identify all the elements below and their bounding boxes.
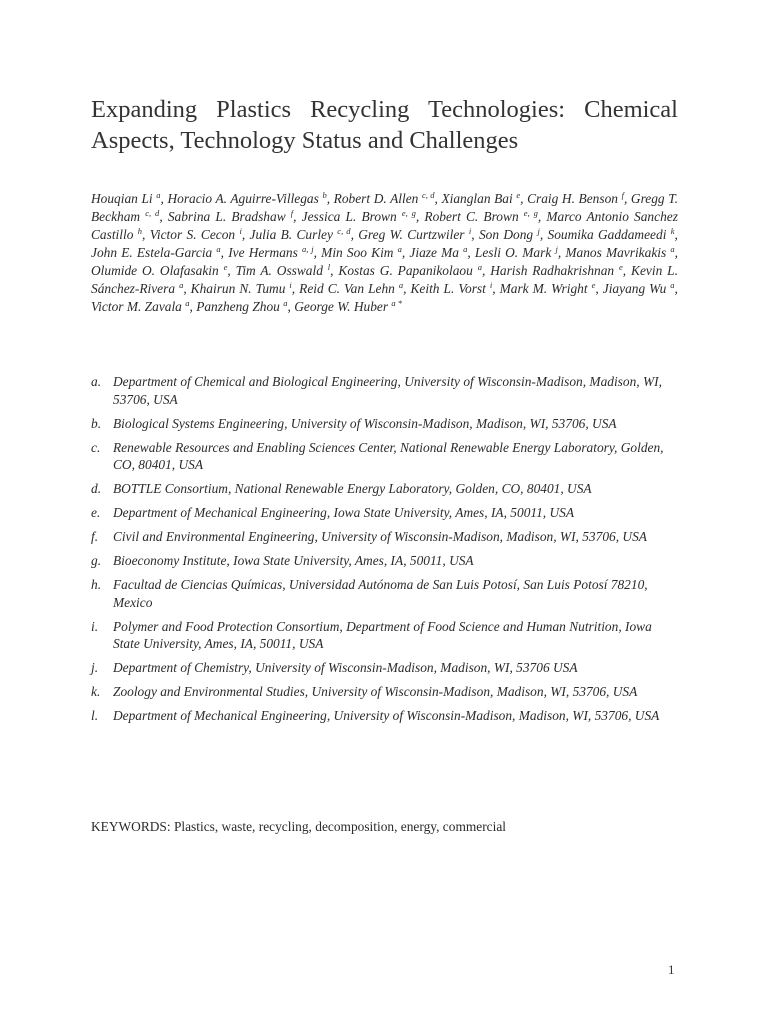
- affiliation-text: Department of Chemistry, University of Wisconsin-Madison, Madison, WI, 53706 USA: [113, 660, 578, 675]
- affiliation-text: Polymer and Food Protection Consortium, Department of Food Science and Human Nutrition, Iowa State University, Ames, IA, 50011, USA: [113, 618, 652, 651]
- author-name: Jessica L. Brown: [301, 209, 397, 224]
- author-name: Gregg T. Beckham: [91, 191, 679, 224]
- author: [91, 191, 161, 206]
- author-affiliation-marker: a: [477, 262, 482, 272]
- author: [250, 227, 351, 242]
- author: [410, 281, 492, 296]
- author-affiliation-marker: a: [179, 280, 184, 290]
- author-name: Keith L. Vorst: [410, 281, 486, 296]
- author-affiliation-marker: h: [137, 226, 143, 236]
- author-name: Robert D. Allen: [333, 191, 419, 206]
- affiliation-text: Facultad de Ciencias Químicas, Universidad Autónoma de San Luis Potosí, San Luis Potosí 78210, Mexico: [113, 577, 648, 610]
- page-number: 1: [668, 962, 675, 977]
- author-name: Olumide O. Olafasakin: [91, 263, 219, 278]
- author: [294, 299, 402, 314]
- author: [479, 227, 540, 242]
- author-affiliation-marker: i: [468, 226, 472, 236]
- affiliation-item: [91, 659, 678, 677]
- author: [91, 245, 221, 260]
- author: [527, 191, 624, 206]
- author-affiliation-marker: a, j: [301, 244, 314, 254]
- affiliation-text: Bioeconomy Institute, Iowa State University, Ames, IA, 50011, USA: [113, 553, 474, 568]
- author-name: Sabrina L. Bradshaw: [167, 209, 286, 224]
- author: [358, 227, 471, 242]
- affiliation-item: [91, 415, 678, 433]
- author-name: Ive Hermans: [228, 245, 298, 260]
- author-affiliation-marker: e: [619, 262, 623, 272]
- author: [302, 209, 416, 224]
- author-name: Greg W. Curtzwiler: [358, 227, 465, 242]
- author-affiliation-marker: c, d: [337, 226, 351, 236]
- affiliation-item: [91, 480, 678, 498]
- author: [236, 263, 331, 278]
- author-affiliation-marker: a: [156, 190, 161, 200]
- author-name: Panzheng Zhou: [196, 299, 280, 314]
- affiliation-item: [91, 504, 678, 522]
- author-affiliation-marker: f: [290, 208, 294, 218]
- author: [91, 263, 227, 278]
- author-affiliation-marker: c, d: [145, 208, 160, 218]
- author: [299, 281, 403, 296]
- author-affiliation-marker: j: [555, 244, 558, 254]
- author-name: Lesli O. Mark: [474, 245, 552, 260]
- author: [548, 227, 675, 242]
- author-affiliation-marker: e: [591, 280, 596, 290]
- author-affiliation-marker: a: [670, 244, 675, 254]
- author-name: Khairun N. Tumu: [190, 281, 286, 296]
- affiliation-text: Department of Mechanical Engineering, Iowa State University, Ames, IA, 50011, USA: [113, 505, 575, 520]
- affiliation-letter: l.: [91, 708, 99, 723]
- author: [196, 299, 287, 314]
- author-name: Soumika Gaddameedi: [547, 227, 667, 242]
- affiliation-letter: g.: [91, 553, 102, 568]
- author: [334, 191, 435, 206]
- author-affiliation-marker: a: [463, 244, 468, 254]
- author: [424, 209, 537, 224]
- author-affiliation-marker: b: [322, 190, 327, 200]
- author-name: Xianglan Bai: [441, 191, 513, 206]
- author-affiliation-marker: i: [239, 226, 242, 236]
- affiliation-letter: a.: [91, 374, 102, 389]
- author-affiliation-marker: e, g: [523, 208, 538, 218]
- author-name: Kostas G. Papanikolaou: [338, 263, 473, 278]
- author-affiliation-marker: i: [489, 280, 493, 290]
- affiliation-item: [91, 439, 678, 474]
- author: [565, 245, 674, 260]
- author: [603, 281, 675, 296]
- affiliation-item: [91, 576, 678, 611]
- author-list: Houqian Li $^a$, Horacio A. Aguirre-Villegas $^b$, Robert D. Allen $^{c, d}$, Xianglan Bai $^e$, Craig H. Benson $^f$, Gregg T. Beckham $^{c, d}$, Sabrina L. Bradshaw $^f$, Jessica L. Brown $^{e, g}$, Robert C. Brown $^{e, g}$, Marco Antonio Sanchez Castillo $^h$, Victor S. Cecon $^i$, Julia B. Curley $^{c, d}$, Greg W. Curtzwiler $^i$, Son Dong $^j$, Soumika Gaddameedi $^k$, John E. Estela-Garcia $^a$, Ive Hermans $^{a, j}$, Min Soo Kim $^a$, Jiaze Ma $^a$, Lesli O. Mark $^j$, Manos Mavrikakis $^a$, Olumide O. Olafasakin $^e$, Tim A. Osswald $^l$, Kostas G. Papanikolaou $^a$, Harish Radhakrishnan $^e$, Kevin L. Sánchez-Rivera $^a$, Khairun N. Tumu $^i$, Reid C. Van Lehn $^a$, Keith L. Vorst $^i$, Mark M. Wright $^e$, Jiayang Wu $^a$, Victor M. Zavala $^a$, Panzheng Zhou $^a$, George W. Huber $^{a *}$: [91, 190, 679, 314]
- author-name: Victor M. Zavala: [91, 299, 182, 314]
- author: [228, 245, 313, 260]
- author-affiliation-marker: l: [327, 262, 331, 272]
- affiliation-letter: j.: [91, 660, 99, 675]
- affiliation-item: [91, 707, 678, 725]
- paper-title: Expanding Plastics Recycling Technologies: Chemical Aspects, Technology Status and Challenges: [91, 96, 678, 154]
- author-name: Mark M. Wright: [499, 281, 588, 296]
- author-name: Marco Antonio Sanchez Castillo: [91, 209, 678, 242]
- affiliation-text: Zoology and Environmental Studies, University of Wisconsin-Madison, Madison, WI, 53706, USA: [113, 684, 638, 699]
- affiliation-item: [91, 373, 678, 408]
- author: [191, 281, 292, 296]
- author-name: Kevin L. Sánchez-Rivera: [91, 263, 678, 296]
- author: [490, 263, 623, 278]
- author-affiliation-marker: e: [516, 190, 521, 200]
- affiliation-letter: e.: [91, 505, 101, 520]
- author-name: Houqian Li: [91, 191, 153, 206]
- author-affiliation-marker: e: [223, 262, 228, 272]
- affiliation-letter: k.: [91, 684, 101, 699]
- author: [441, 191, 520, 206]
- affiliation-item: [91, 528, 678, 546]
- affiliation-text: Department of Chemical and Biological Engineering, University of Wisconsin-Madison, Madison, WI, 53706, USA: [113, 374, 662, 407]
- author: [321, 245, 402, 260]
- affiliation-text: Biological Systems Engineering, University of Wisconsin-Madison, Madison, WI, 53706, USA: [113, 415, 617, 431]
- author-name: Robert C. Brown: [424, 209, 519, 224]
- author-affiliation-marker: f: [621, 190, 624, 200]
- author-name: Son Dong: [478, 227, 534, 242]
- author: [500, 281, 596, 296]
- author-name: Harish Radhakrishnan: [490, 263, 615, 278]
- affiliation-letter: f.: [91, 529, 99, 544]
- author-name: Jiayang Wu: [602, 281, 667, 296]
- author: [150, 227, 242, 242]
- author-name: Manos Mavrikakis: [565, 245, 667, 260]
- affiliation-letter: i.: [91, 618, 99, 634]
- affiliation-text: Renewable Resources and Enabling Sciences Center, National Renewable Energy Laboratory, Golden, CO, 80401, USA: [113, 439, 664, 472]
- affiliation-item: [91, 683, 678, 701]
- affiliation-letter: c.: [91, 439, 101, 455]
- keywords-line: KEYWORDS: Plastics, waste, recycling, decomposition, energy, commercial: [91, 819, 507, 834]
- author: [167, 191, 326, 206]
- author-affiliation-marker: k: [670, 226, 675, 236]
- author-affiliation-marker: a: [670, 280, 675, 290]
- author-affiliation-marker: a *: [391, 298, 403, 308]
- author-affiliation-marker: i: [289, 280, 292, 290]
- affiliation-text: Department of Mechanical Engineering, University of Wisconsin-Madison, Madison, WI, 53706, USA: [113, 708, 660, 723]
- author-name: Craig H. Benson: [527, 191, 618, 206]
- affiliation-item: [91, 552, 678, 570]
- author: [168, 209, 293, 224]
- author-affiliation-marker: a: [185, 298, 190, 308]
- affiliation-letter: d.: [91, 481, 102, 496]
- author-name: Tim A. Osswald: [235, 263, 323, 278]
- author-name: Min Soo Kim: [321, 245, 394, 260]
- affiliation-text: BOTTLE Consortium, National Renewable Energy Laboratory, Golden, CO, 80401, USA: [113, 481, 592, 496]
- author: [409, 245, 467, 260]
- author-affiliation-marker: c, d: [421, 190, 435, 200]
- author-name: John E. Estela-Garcia: [91, 245, 213, 260]
- author-affiliation-marker: a: [397, 244, 402, 254]
- author-name: Victor S. Cecon: [149, 227, 236, 242]
- affiliation-list: [91, 373, 678, 731]
- affiliation-letter: h.: [91, 577, 102, 592]
- author-name: Horacio A. Aguirre-Villegas: [167, 191, 319, 206]
- author: [338, 263, 482, 278]
- affiliation-text: Civil and Environmental Engineering, University of Wisconsin-Madison, Madison, WI, 53706, USA: [113, 529, 647, 544]
- author-affiliation-marker: e, g: [401, 208, 416, 218]
- author-affiliation-marker: a: [398, 280, 404, 290]
- affiliation-item: [91, 618, 678, 653]
- author-affiliation-marker: j: [537, 226, 540, 236]
- author: [91, 299, 189, 314]
- author-name: Jiaze Ma: [409, 245, 459, 260]
- author-name: Reid C. Van Lehn: [299, 281, 395, 296]
- author-affiliation-marker: a: [283, 298, 288, 308]
- author: [475, 245, 558, 260]
- author-affiliation-marker: a: [216, 244, 221, 254]
- author-name: Julia B. Curley: [249, 227, 333, 242]
- affiliation-letter: b.: [91, 415, 102, 431]
- author-name: George W. Huber: [294, 299, 389, 314]
